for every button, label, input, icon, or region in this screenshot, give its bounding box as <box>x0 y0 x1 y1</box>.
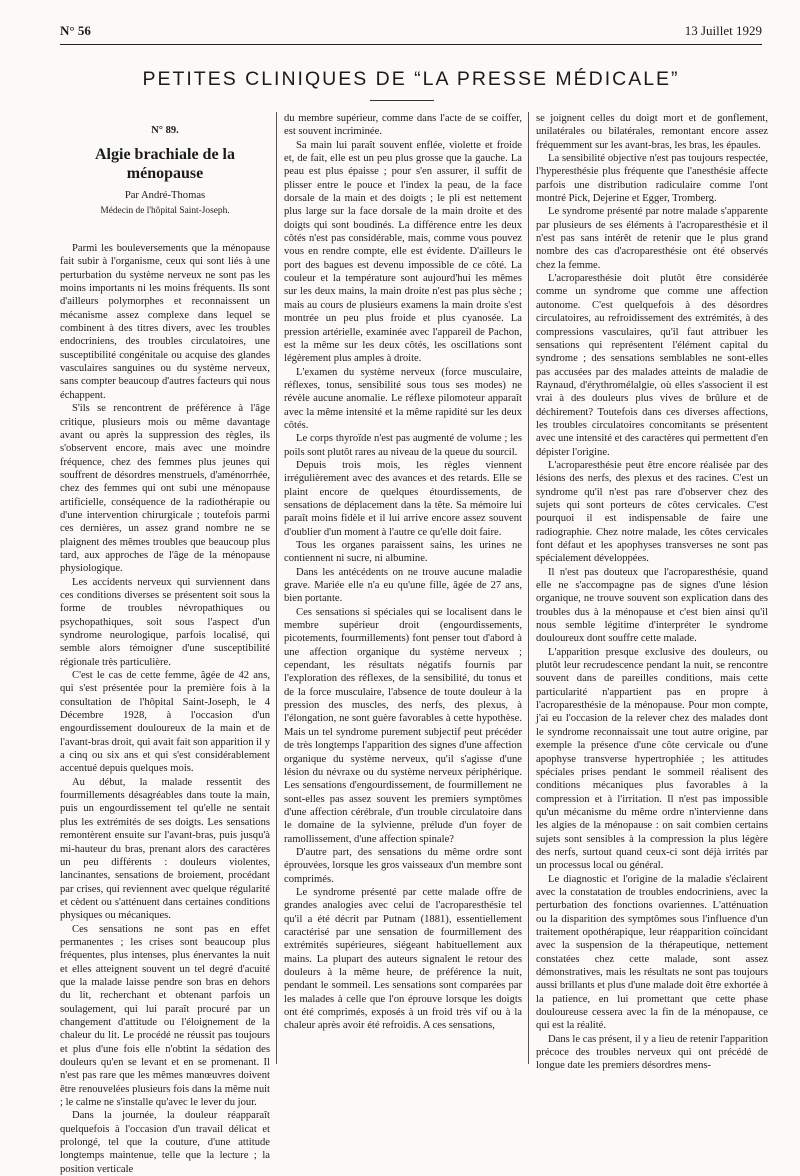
paragraph: Le corps thyroïde n'est pas augmenté de volume ; les poils sont plutôt rares au niveau de la queue du sourcil. <box>284 433 522 458</box>
author-byline: Par André-Thomas <box>124 190 206 202</box>
paragraph: Le syndrome présenté par cette malade offre de grandes analogies avec celui de l'acroparesthésie tel qu'il a été décrit par Putnam (1881), essentiellement caractérisé par une sensation de fourmillement des extrémités supérieures, siégeant habituellement aux mains. La plupart des auteurs signalent le retour des douleurs à la même heure, de préférence la nuit, pendant le sommeil. Les sensations sont comparées par les malades à celle que l'on éprouve lorsque les doigts ont été comprimés, exposés à un froid très vif ou à la chaleur après avoir été refroidis. A ces sensations, <box>284 886 522 1032</box>
paragraph: se joignent celles du doigt mort et de gonflement, unilatérales ou bilatérales, remontant encore assez fréquemment sur les avant-bras, les bras, les épaules. <box>536 113 768 151</box>
column-divider <box>528 112 529 1064</box>
paragraph: S'ils se rencontrent de préférence à l'âge critique, plusieurs mois ou même davantage avant ou après la suppression des règles, ils s'observent encore, mais avec une moindre fréquence, chez des femmes plus jeunes qui souffrent de désordres menstruels, d'aménorrhée, chez des femmes qui ont subi une ménopause artificielle, conséquence de la radiothérapie ou d'une intervention chirurgicale ; toutefois parmi ces dernières, un assez grand nombre ne se plaignent des mêmes troubles que beaucoup plus tard, aux approches de l'âge de la ménopause physiologique. <box>60 403 270 575</box>
article-title: Algie brachiale de la ménopause <box>95 146 235 183</box>
paragraph: Dans la journée, la douleur réapparaît quelquefois à l'occasion d'un travail délicat et prolongé, tel que la couture, d'une attitude longtemps maintenue, telle que la lecture ; la position verticale <box>60 1110 270 1175</box>
paragraph: L'examen du système nerveux (force musculaire, réflexes, tonus, sensibilité sous tous ses modes) ne révèle aucune anomalie. Le réflexe pilomoteur apparaît avec la même intensité et la même rapidité sur les deux côtés. <box>284 366 522 431</box>
paragraph: C'est le cas de cette femme, âgée de 42 ans, qui s'est présentée pour la première fois à la consultation de l'hôpital Saint-Joseph, le 4 Décembre 1928, à l'occasion d'un engourdissement douloureux de la main et de l'avant-bras droit, qui avait fait son apparition il y a cinq ou six ans et qui s'est considérablement accentué depuis quelques mois. <box>60 670 270 775</box>
paragraph: Parmi les bouleversements que la ménopause fait subir à l'organisme, ceux qui sont liés à une perturbation du système nerveux ne sont pas les moins importants ni les moins fréquents. Ils sont d'ailleurs polymorphes et reconnaissent un mécanisme assez complexe dans lequel se combinent à des titres divers, avec les troubles endocriniens, des troubles circulatoires, une susceptibilité congénitale ou acquise des glandes vasculaires sanguines ou du système nerveux, sans compter beaucoup d'autres facteurs qui nous échappent. <box>60 243 270 401</box>
paragraph: Dans le cas présent, il y a lieu de retenir l'apparition précoce des troubles nerveux qui ont précédé de longue date les premiers désordres mens- <box>536 1033 768 1072</box>
paragraph: Tous les organes paraissent sains, les urines ne contiennent ni sucre, ni albumine. <box>284 540 522 565</box>
paragraph: D'autre part, des sensations du même ordre sont éprouvées, lorsque les gros vaisseaux d'un membre sont comprimés. <box>284 846 522 885</box>
paragraph: L'acroparesthésie doit plutôt être considérée comme un syndrome que comme une affection autonome. C'est quelquefois à des désordres circulatoires, au refroidissement des extrémités, à des compressions vasculaires, qu'il faut attribuer les sensations qui représentent l'élément capital du syndrome ; des sensations semblables ne sont-elles pas accusées par des malades atteints de maladie de Raynaud, d'érythromélalgie, où elles s'associent il est vrai à des douleurs plus vives de brûlure et de déchirement? Toutefois dans ces diverses affections, les troubles circulatoires concomitants se présentent avec une intensité et des caractères qui permettent d'en dépister l'origine. <box>536 273 768 458</box>
author-affiliation: Médecin de l'hôpital Saint-Joseph. <box>100 205 230 216</box>
paragraph: Ces sensations si spéciales qui se localisent dans le membre supérieur droit (engourdissements, picotements, fourmillements) font penser tout d'abord à une affection organique du système nerveux ; cependant, les résultats négatifs fournis par l'exploration des réflexes, de la sensibilité, du tonus et de la force musculaire, l'absence de toute douleur à la pression des muscles, des nerfs, des plexus, à l'élongation, ne sont guère favorables à cette hypothèse. Mais un tel syndrome purement subjectif peut précéder de très longtemps l'apparition des signes d'une affection organique du système nerveux, qu'il s'agisse d'une lésion du névraxe ou du système nerveux périphérique. Les sensations d'engourdissement, de fourmillement ne sont-elles pas assez souvent les premiers symptômes d'une affection cérébrale, d'un trouble circulatoire dans le domaine de la sylvienne, prélude d'un foyer de ramollissement, d'une affection spinale? <box>284 606 522 845</box>
column-1 <box>60 112 270 1175</box>
paragraph: Depuis trois mois, les règles viennent irrégulièrement avec des avances et des retards. Elle se plaint encore de quelques étourdissements, de sensations de déplacement dans la tête. Sa mémoire lui paraît moins fidèle et il lui arrive encore assez souvent d'oublier d'un moment à l'autre ce qu'elle doit faire. <box>284 459 522 538</box>
article-number: N° 89. <box>151 125 179 136</box>
column-3 <box>536 112 768 1072</box>
issue-number: N° 56 <box>60 23 91 38</box>
series-title: PETITES CLINIQUES DE “LA PRESSE MÉDICALE” <box>142 68 680 90</box>
paragraph: Il n'est pas douteux que l'acroparesthésie, quand elle ne s'accompagne pas de signes d'une lésion organique, ne trouve souvent son explication dans des troubles dus à la ménopause et c'est bien ainsi qu'il nous semble légitime d'interpréter le syndrome douloureux dont souffre cette malade. <box>536 566 768 645</box>
paragraph: Au début, la malade ressentit des fourmillements désagréables dans toute la main, puis un engourdissement tel qu'elle ne sentait plus les extrémités de ses doigts. Les sensations remontèrent ensuite sur l'avant-bras, puis jusqu'à mi-hauteur du bras, prenant alors des caractères un peu différents : douleurs violentes, lancinantes, sensations de broiement, procédant par crises, qui reviennent avec quelque régularité et cèdent ou s'atténuent dans certaines conditions physiques ou mécaniques. <box>60 776 270 922</box>
paragraph: Dans les antécédents on ne trouve aucune maladie grave. Mariée elle n'a eu qu'une fille, âgée de 27 ans, bien portante. <box>284 566 522 605</box>
issue-date: 13 Juillet 1929 <box>684 23 762 38</box>
column-divider <box>276 112 277 1064</box>
paragraph: Sa main lui paraît souvent enflée, violette et froide et, de fait, elle est un peu plus grosse que la gauche. La peau est plus épaisse ; pour s'en assurer, il suffit de plisser entre le pouce et l'index la peau, de la face dorsale de la main et des doigts ; le pli est nettement plus large sur la face dorsale de la main droite et des doigts qui sont boudinés. La différence entre les deux côtés n'est pas considérable, mais, comme vous pouvez vous en rendre compte, elle est évidente. D'ailleurs le port des bagues est devenu impossible de ce côté. La couleur et la température sont aujourd'hui les mêmes sur les deux mains, la main droite n'est pas plus sèche ; mais au cours de plusieurs examens la main droite s'est montrée un peu plus froide et plus cyanosée. La pression artérielle, examinée avec l'appareil de Pachon, est la même sur les deux côtés, les oscillations sont légèrement plus amples à droite. <box>284 139 522 365</box>
paragraph: Ces sensations ne sont pas en effet permanentes ; les crises sont beaucoup plus fréquentes, plus intenses, plus énervantes la nuit et elles atteignent souvent un tel degré d'acuité que la malade laisse pendre son bras en dehors du lit, recherchant et obtenant parfois un soulagement, qui lui paraît procuré par un changement d'attitude ou l'éloignement de la chaleur du lit. Le procédé ne réussit pas toujours et plus d'une fois elle n'obtint la sédation des douleurs qu'en se levant et en se promenant. Il n'est pas rare que les mêmes manœuvres doivent être renouvelées plusieurs fois dans la même nuit ; le calme ne s'installe qu'avec le lever du jour. <box>60 923 270 1109</box>
paragraph: L'apparition presque exclusive des douleurs, ou plutôt leur recrudescence pendant la nuit, se rencontre souvent dans de pareilles conditions, mais cette particularité n'appartient pas en propre à l'acroparesthésie de la ménopause. Pour mon compte, j'ai eu l'occasion de la relever chez des malades dont le syndrome reconnaissait une tout autre origine, par exemple la présence d'une côte cervicale ou d'une apophyse transverse hypertrophiée ; les attitudes spéciales prises pendant le sommeil réalisent des conditions mécaniques plus favorables à la compression et à l'irritation. Il n'est pas impossible qu'un mécanisme du même ordre n'intervienne dans les algies de la ménopause : on sait combien certains sujets sont sensibles à la compression la plus légère des nerfs, surtout quand ceux-ci sont déjà irrités par un processus local ou général. <box>536 646 768 872</box>
paragraph: du membre supérieur, comme dans l'acte de se coiffer, est souvent incriminée. <box>284 113 522 138</box>
paragraph: L'acroparesthésie peut être encore réalisée par des lésions des nerfs, des plexus et des racines. C'est un syndrome qu'il n'est pas rare d'observer chez des sujets qui sont porteurs de côtes cervicales. C'est pourquoi il est indispensable de faire une radiographie. Chez notre malade, les côtes cervicales font défaut et les apophyses transverses ne sont pas spécialement développées. <box>536 459 768 565</box>
paragraph: Le diagnostic et l'origine de la maladie s'éclairent avec la constatation de troubles endocriniens, avec la perturbation des fonctions ovariennes. L'atténuation ou la disparition des symptômes sous l'influence d'un traitement opothérapique, leur réapparition coïncidant avec la suspension de la thérapeutique, nettement constatées chez cette malade, sont assez démonstratives, mais les résultats ne sont pas toujours aussi brillants et plus d'une malade doit être exhortée à la patience, en lui promettant que cette phase douloureuse cessera avec la fin de la ménopause, ce qui est la réalité. <box>536 873 768 1032</box>
page-header <box>60 20 762 45</box>
paragraph: Le syndrome présenté par notre malade s'apparente par plusieurs de ses éléments à l'acroparesthésie et il n'est pas sans intérêt de retenir que le plus grand nombre des cas d'acroparesthésie ont été observés chez la femme. <box>536 206 768 271</box>
title-divider <box>370 100 434 101</box>
column-2 <box>284 112 522 1064</box>
paragraph: La sensibilité objective n'est pas toujours respectée, l'hyperesthésie plus fréquente que l'anesthésie affecte parfois une distribution radiculaire comme l'ont montré Pick, Dejerine et Egger, Tromberg. <box>536 153 768 205</box>
paragraph: Les accidents nerveux qui surviennent dans ces conditions diverses se présentent soit sous la forme de troubles névropathiques ou psychopathiques, soit sous l'aspect d'un syndrome neurologique, parfois localisé, qui semble alors témoigner d'une susceptibilité régionale très particulière. <box>60 576 270 668</box>
